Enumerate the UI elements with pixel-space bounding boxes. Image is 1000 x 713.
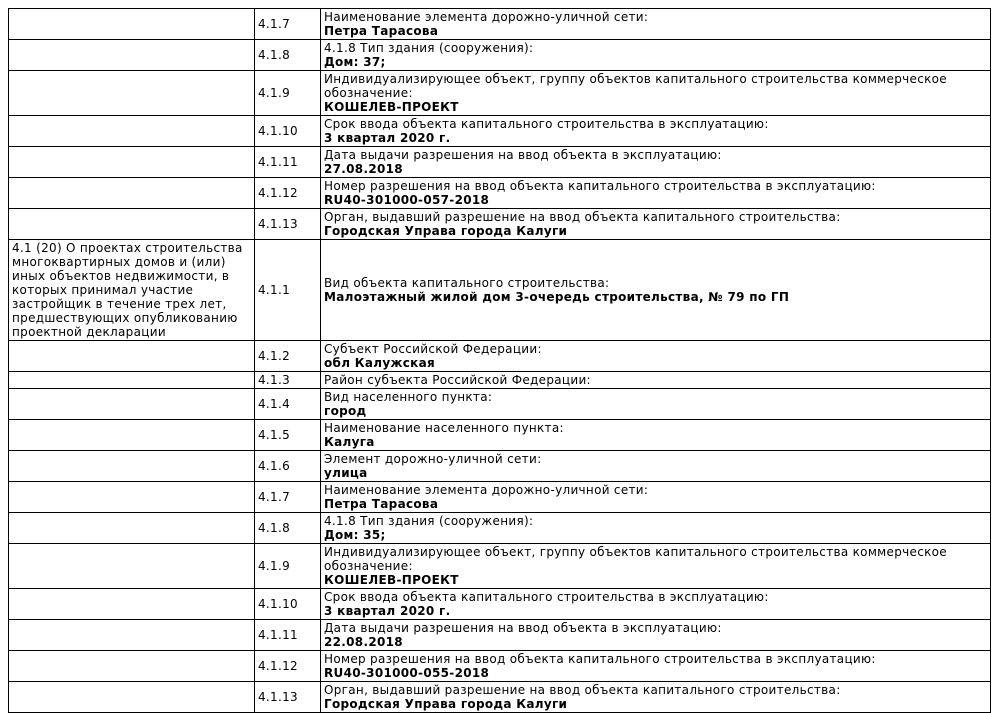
code-cell [255, 451, 321, 482]
field-label: Индивидуализирующее объект, группу объектов капитального строительства коммерческое обозначение: [324, 545, 947, 573]
table-row [9, 389, 991, 420]
project-declaration-table [8, 8, 991, 713]
field-label: Вид населенного пункта: [324, 390, 493, 404]
field-label: Орган, выдавший разрешение на ввод объекта капитального строительства: [324, 683, 841, 697]
table-row [9, 178, 991, 209]
section-cell [9, 389, 255, 420]
table-row [9, 147, 991, 178]
table-row [9, 341, 991, 372]
code-cell [255, 420, 321, 451]
row-code: 4.1.7 [258, 17, 291, 31]
section-cell [9, 40, 255, 71]
value-cell [321, 178, 991, 209]
field-value: Дом: 35; [324, 528, 386, 542]
field-value: обл Калужская [324, 356, 436, 370]
table-row [9, 620, 991, 651]
code-cell [255, 71, 321, 116]
code-cell [255, 9, 321, 40]
value-cell [321, 451, 991, 482]
section-cell [9, 116, 255, 147]
table-row [9, 372, 991, 389]
field-label: Район субъекта Российской Федерации: [324, 373, 591, 387]
field-value: 3 квартал 2020 г. [324, 604, 451, 618]
field-value: 27.08.2018 [324, 162, 403, 176]
field-label: 4.1.8 Тип здания (сооружения): [324, 514, 534, 528]
table-row [9, 589, 991, 620]
value-cell [321, 544, 991, 589]
code-cell [255, 147, 321, 178]
row-code: 4.1.13 [258, 217, 298, 231]
table-row [9, 420, 991, 451]
row-code: 4.1.5 [258, 428, 291, 442]
value-cell [321, 209, 991, 240]
field-value: Городская Управа города Калуги [324, 224, 568, 238]
code-cell [255, 589, 321, 620]
row-code: 4.1.13 [258, 690, 298, 704]
field-value: КОШЕЛЕВ-ПРОЕКТ [324, 100, 459, 114]
field-value: КОШЕЛЕВ-ПРОЕКТ [324, 573, 459, 587]
section-cell [9, 240, 255, 341]
field-label: Орган, выдавший разрешение на ввод объекта капитального строительства: [324, 210, 841, 224]
field-value: Петра Тарасова [324, 497, 439, 511]
field-label: Субъект Российской Федерации: [324, 342, 542, 356]
section-text: 4.1 (20) О проектах строительства многоквартирных домов и (или) иных объектов недвижимости, в которых принимал участие застройщик в течение трех лет, предшествующих опубликованию проектной декларации [12, 241, 243, 339]
section-cell [9, 420, 255, 451]
row-code: 4.1.3 [258, 373, 291, 387]
section-cell [9, 451, 255, 482]
section-cell [9, 513, 255, 544]
row-code: 4.1.11 [258, 155, 298, 169]
section-cell [9, 651, 255, 682]
section-cell [9, 482, 255, 513]
field-value: Калуга [324, 435, 375, 449]
field-label: 4.1.8 Тип здания (сооружения): [324, 41, 534, 55]
field-value: RU40-301000-055-2018 [324, 666, 490, 680]
code-cell [255, 389, 321, 420]
code-cell [255, 178, 321, 209]
row-code: 4.1.9 [258, 86, 291, 100]
field-value: Малоэтажный жилой дом 3-очередь строительства, № 79 по ГП [324, 290, 790, 304]
value-cell [321, 513, 991, 544]
code-cell [255, 620, 321, 651]
value-cell [321, 420, 991, 451]
row-code: 4.1.7 [258, 490, 291, 504]
value-cell [321, 147, 991, 178]
row-code: 4.1.8 [258, 48, 291, 62]
field-label: Номер разрешения на ввод объекта капитального строительства в эксплуатацию: [324, 652, 876, 666]
field-label: Наименование элемента дорожно-уличной сети: [324, 483, 649, 497]
value-cell [321, 9, 991, 40]
code-cell [255, 209, 321, 240]
value-cell [321, 389, 991, 420]
section-cell [9, 372, 255, 389]
field-label: Индивидуализирующее объект, группу объектов капитального строительства коммерческое обозначение: [324, 72, 947, 100]
field-value: 22.08.2018 [324, 635, 403, 649]
value-cell [321, 240, 991, 341]
field-value: Городская Управа города Калуги [324, 697, 568, 711]
row-code: 4.1.4 [258, 397, 291, 411]
field-value: 3 квартал 2020 г. [324, 131, 451, 145]
code-cell [255, 682, 321, 713]
table-body [9, 9, 991, 713]
value-cell [321, 682, 991, 713]
section-cell [9, 9, 255, 40]
section-cell [9, 178, 255, 209]
row-code: 4.1.10 [258, 124, 298, 138]
section-cell [9, 589, 255, 620]
value-cell [321, 651, 991, 682]
table-row [9, 651, 991, 682]
table-row [9, 209, 991, 240]
value-cell [321, 341, 991, 372]
table-row [9, 240, 991, 341]
row-code: 4.1.6 [258, 459, 291, 473]
field-label: Дата выдачи разрешения на ввод объекта в эксплуатацию: [324, 148, 722, 162]
field-value: Дом: 37; [324, 55, 386, 69]
table-row [9, 116, 991, 147]
field-label: Наименование населенного пункта: [324, 421, 564, 435]
code-cell [255, 372, 321, 389]
field-value: RU40-301000-057-2018 [324, 193, 490, 207]
row-code: 4.1.2 [258, 349, 291, 363]
code-cell [255, 341, 321, 372]
field-label: Срок ввода объекта капитального строительства в эксплуатацию: [324, 117, 769, 131]
row-code: 4.1.12 [258, 659, 298, 673]
field-label: Наименование элемента дорожно-уличной сети: [324, 10, 649, 24]
value-cell [321, 116, 991, 147]
row-code: 4.1.10 [258, 597, 298, 611]
table-row [9, 40, 991, 71]
section-cell [9, 620, 255, 651]
code-cell [255, 40, 321, 71]
field-label: Срок ввода объекта капитального строительства в эксплуатацию: [324, 590, 769, 604]
value-cell [321, 620, 991, 651]
code-cell [255, 116, 321, 147]
section-cell [9, 71, 255, 116]
field-label: Вид объекта капитального строительства: [324, 276, 610, 290]
section-cell [9, 147, 255, 178]
row-code: 4.1.9 [258, 559, 291, 573]
table-row [9, 9, 991, 40]
row-code: 4.1.1 [258, 283, 291, 297]
code-cell [255, 651, 321, 682]
row-code: 4.1.12 [258, 186, 298, 200]
section-cell [9, 682, 255, 713]
section-cell [9, 544, 255, 589]
value-cell [321, 589, 991, 620]
code-cell [255, 240, 321, 341]
field-label: Номер разрешения на ввод объекта капитального строительства в эксплуатацию: [324, 179, 876, 193]
value-cell [321, 482, 991, 513]
field-value: Петра Тарасова [324, 24, 439, 38]
field-value: город [324, 404, 367, 418]
value-cell [321, 372, 991, 389]
code-cell [255, 544, 321, 589]
table-row [9, 451, 991, 482]
row-code: 4.1.8 [258, 521, 291, 535]
table-row [9, 544, 991, 589]
field-value: улица [324, 466, 368, 480]
section-cell [9, 341, 255, 372]
table-row [9, 71, 991, 116]
code-cell [255, 513, 321, 544]
value-cell [321, 40, 991, 71]
field-label: Дата выдачи разрешения на ввод объекта в эксплуатацию: [324, 621, 722, 635]
code-cell [255, 482, 321, 513]
section-cell [9, 209, 255, 240]
value-cell [321, 71, 991, 116]
table-row [9, 513, 991, 544]
field-label: Элемент дорожно-уличной сети: [324, 452, 542, 466]
table-row [9, 682, 991, 713]
row-code: 4.1.11 [258, 628, 298, 642]
table-row [9, 482, 991, 513]
